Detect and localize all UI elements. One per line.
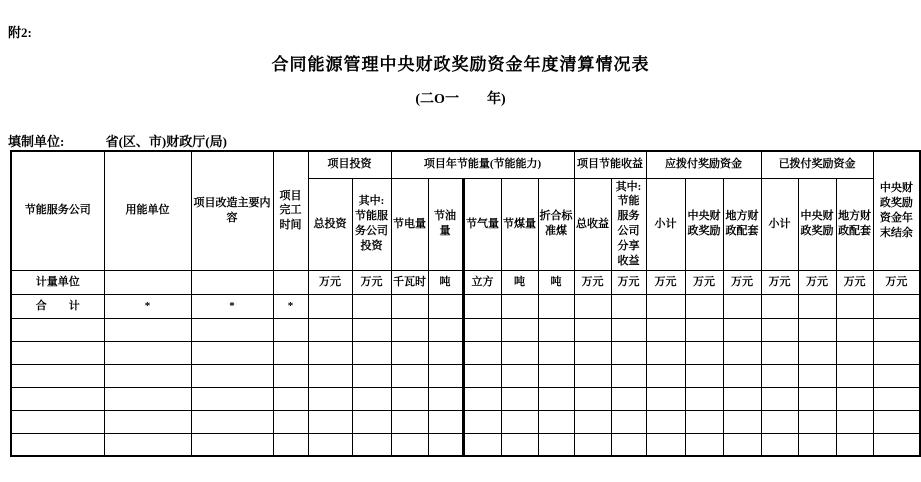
empty-cell [836, 410, 873, 433]
blank-data-row [11, 318, 920, 341]
table-body [11, 151, 920, 456]
sub-header-service-company-shared-income: 其中:节能服务公司分享收益 [611, 178, 646, 270]
sub-header-payable-subtotal: 小计 [646, 178, 685, 270]
empty-cell [308, 433, 352, 456]
sub-header-gas-saved: 节气量 [463, 178, 501, 270]
empty-cell [836, 294, 873, 318]
empty-cell [574, 318, 611, 341]
empty-cell [191, 433, 273, 456]
empty-cell [646, 433, 685, 456]
empty-cell [501, 387, 538, 410]
sub-header-service-company-investment: 其中:节能服务公司投资 [352, 178, 391, 270]
empty-cell [538, 433, 574, 456]
empty-cell [104, 318, 191, 341]
prepared-by-label: 填制单位: [8, 134, 65, 149]
unit-cell: 万元 [611, 270, 646, 294]
total-row-label: 合 计 [11, 294, 104, 318]
empty-cell [761, 318, 798, 341]
empty-cell [463, 410, 501, 433]
empty-cell [873, 341, 920, 364]
empty-cell [723, 433, 761, 456]
group-header-savings-income: 项目节能收益 [574, 151, 646, 178]
empty-cell [391, 387, 428, 410]
empty-cell [308, 387, 352, 410]
empty-cell [352, 433, 391, 456]
blank-data-row [11, 433, 920, 456]
empty-cell [463, 364, 501, 387]
empty-cell [308, 294, 352, 318]
empty-cell [352, 410, 391, 433]
unit-cell: 万元 [836, 270, 873, 294]
sub-header-payable-local-matching: 地方财政配套 [723, 178, 761, 270]
empty-cell [646, 364, 685, 387]
empty-cell [723, 387, 761, 410]
empty-cell [11, 410, 104, 433]
empty-cell [273, 341, 308, 364]
blank-data-row [11, 364, 920, 387]
empty-cell [798, 318, 836, 341]
document-title: 合同能源管理中央财政奖励资金年度清算情况表 [271, 55, 650, 74]
empty-cell [428, 433, 463, 456]
total-project-content: * [191, 294, 273, 318]
unit-cell: 万元 [685, 270, 723, 294]
sub-header-paid-central-reward: 中央财政奖励 [798, 178, 836, 270]
empty-cell [463, 341, 501, 364]
unit-cell: 万元 [798, 270, 836, 294]
unit-row [11, 270, 920, 294]
empty-cell [611, 364, 646, 387]
sub-header-total-income: 总收益 [574, 178, 611, 270]
empty-cell [761, 433, 798, 456]
empty-cell [104, 387, 191, 410]
empty-cell [761, 294, 798, 318]
group-header-paid-funds: 已拨付奖励资金 [761, 151, 873, 178]
empty-cell [501, 318, 538, 341]
empty-cell [538, 387, 574, 410]
header-group-row [11, 151, 920, 178]
unit-cell: 吨 [538, 270, 574, 294]
empty-cell [308, 364, 352, 387]
empty-cell [501, 364, 538, 387]
empty-cell [463, 433, 501, 456]
empty-cell [836, 433, 873, 456]
empty-cell [761, 341, 798, 364]
unit-cell: 万元 [352, 270, 391, 294]
total-completion-time: * [273, 294, 308, 318]
empty-cell [685, 341, 723, 364]
empty-cell [574, 410, 611, 433]
empty-cell [191, 364, 273, 387]
empty-cell [723, 341, 761, 364]
empty-cell [646, 318, 685, 341]
empty-cell [798, 410, 836, 433]
unit-cell: 万元 [723, 270, 761, 294]
empty-cell [646, 341, 685, 364]
col-header-completion-time: 项目完工时间 [273, 151, 308, 270]
sub-header-payable-central-reward: 中央财政奖励 [685, 178, 723, 270]
empty-cell [574, 387, 611, 410]
empty-cell [798, 294, 836, 318]
empty-cell [538, 364, 574, 387]
empty-cell [873, 410, 920, 433]
col-header-service-company: 节能服务公司 [11, 151, 104, 270]
empty-cell [273, 387, 308, 410]
empty-cell [428, 387, 463, 410]
empty-cell [273, 433, 308, 456]
empty-cell [501, 410, 538, 433]
empty-cell [352, 387, 391, 410]
empty-cell [428, 294, 463, 318]
empty-cell [463, 294, 501, 318]
empty-cell [104, 341, 191, 364]
unit-cell: 千瓦时 [391, 270, 428, 294]
empty-cell [11, 318, 104, 341]
empty-cell [352, 364, 391, 387]
unit-row-label: 计量单位 [11, 270, 104, 294]
empty-cell [611, 341, 646, 364]
empty-cell [574, 433, 611, 456]
empty-cell [873, 318, 920, 341]
empty-cell [11, 364, 104, 387]
empty-cell [798, 341, 836, 364]
empty-cell [873, 387, 920, 410]
empty-cell [391, 364, 428, 387]
empty-cell [836, 364, 873, 387]
empty-cell [104, 270, 191, 294]
empty-cell [611, 318, 646, 341]
empty-cell [646, 294, 685, 318]
empty-cell [273, 410, 308, 433]
empty-cell [191, 270, 273, 294]
empty-cell [391, 433, 428, 456]
sub-header-electricity-saved: 节电量 [391, 178, 428, 270]
empty-cell [538, 318, 574, 341]
empty-cell [308, 410, 352, 433]
empty-cell [273, 270, 308, 294]
empty-cell [428, 341, 463, 364]
empty-cell [391, 341, 428, 364]
empty-cell [836, 341, 873, 364]
group-header-annual-savings: 项目年节能量(节能能力) [391, 151, 574, 178]
empty-cell [646, 410, 685, 433]
empty-cell [646, 387, 685, 410]
empty-cell [391, 318, 428, 341]
empty-cell [723, 318, 761, 341]
empty-cell [501, 341, 538, 364]
empty-cell [574, 364, 611, 387]
group-header-investment: 项目投资 [308, 151, 391, 178]
unit-cell: 万元 [873, 270, 920, 294]
unit-cell: 吨 [501, 270, 538, 294]
sub-header-standard-coal-equivalent: 折合标准煤 [538, 178, 574, 270]
empty-cell [611, 410, 646, 433]
empty-cell [685, 364, 723, 387]
empty-cell [538, 341, 574, 364]
empty-cell [685, 433, 723, 456]
empty-cell [761, 387, 798, 410]
empty-cell [273, 318, 308, 341]
empty-cell [352, 294, 391, 318]
empty-cell [574, 294, 611, 318]
unit-cell: 万元 [646, 270, 685, 294]
empty-cell [11, 341, 104, 364]
empty-cell [761, 364, 798, 387]
sub-header-paid-local-matching: 地方财政配套 [836, 178, 873, 270]
empty-cell [798, 364, 836, 387]
empty-cell [428, 410, 463, 433]
empty-cell [11, 387, 104, 410]
empty-cell [798, 433, 836, 456]
empty-cell [836, 387, 873, 410]
unit-cell: 万元 [574, 270, 611, 294]
empty-cell [723, 294, 761, 318]
empty-cell [191, 387, 273, 410]
empty-cell [191, 410, 273, 433]
empty-cell [308, 341, 352, 364]
document-subtitle: (二O一 年) [415, 92, 506, 107]
empty-cell [391, 410, 428, 433]
empty-cell [428, 318, 463, 341]
blank-data-row [11, 387, 920, 410]
empty-cell [685, 410, 723, 433]
empty-cell [104, 364, 191, 387]
prepared-by-line [8, 131, 227, 150]
unit-cell: 立方 [463, 270, 501, 294]
prepared-by-value: 省(区、市)财政厅(局) [105, 134, 227, 149]
empty-cell [836, 318, 873, 341]
empty-cell [191, 318, 273, 341]
empty-cell [611, 387, 646, 410]
empty-cell [873, 433, 920, 456]
empty-cell [273, 364, 308, 387]
empty-cell [463, 318, 501, 341]
empty-cell [308, 318, 352, 341]
empty-cell [761, 410, 798, 433]
unit-cell: 吨 [428, 270, 463, 294]
empty-cell [685, 294, 723, 318]
empty-cell [611, 294, 646, 318]
empty-cell [873, 294, 920, 318]
empty-cell [191, 341, 273, 364]
empty-cell [104, 433, 191, 456]
empty-cell [685, 387, 723, 410]
empty-cell [538, 294, 574, 318]
sub-header-total-investment: 总投资 [308, 178, 352, 270]
sub-header-oil-saved: 节油量 [428, 178, 463, 270]
empty-cell [501, 433, 538, 456]
empty-cell [538, 410, 574, 433]
empty-cell [798, 387, 836, 410]
empty-cell [352, 341, 391, 364]
empty-cell [723, 364, 761, 387]
total-row [11, 294, 920, 318]
sub-header-paid-subtotal: 小计 [761, 178, 798, 270]
empty-cell [873, 364, 920, 387]
empty-cell [352, 318, 391, 341]
empty-cell [574, 341, 611, 364]
blank-data-row [11, 341, 920, 364]
empty-cell [11, 433, 104, 456]
empty-cell [723, 410, 761, 433]
sub-header-coal-saved: 节煤量 [501, 178, 538, 270]
total-energy-user: * [104, 294, 191, 318]
empty-cell [463, 387, 501, 410]
blank-data-row [11, 410, 920, 433]
empty-cell [685, 318, 723, 341]
empty-cell [428, 364, 463, 387]
unit-cell: 万元 [308, 270, 352, 294]
settlement-table [10, 150, 921, 457]
attachment-label: 附2: [8, 25, 32, 40]
col-header-project-content: 项目改造主要内容 [191, 151, 273, 270]
col-header-year-end-balance: 中央财政奖励资金年末结余 [873, 151, 920, 270]
empty-cell [104, 410, 191, 433]
empty-cell [501, 294, 538, 318]
empty-cell [611, 433, 646, 456]
empty-cell [391, 294, 428, 318]
col-header-energy-user: 用能单位 [104, 151, 191, 270]
unit-cell: 万元 [761, 270, 798, 294]
group-header-payable-funds: 应拨付奖励资金 [646, 151, 761, 178]
